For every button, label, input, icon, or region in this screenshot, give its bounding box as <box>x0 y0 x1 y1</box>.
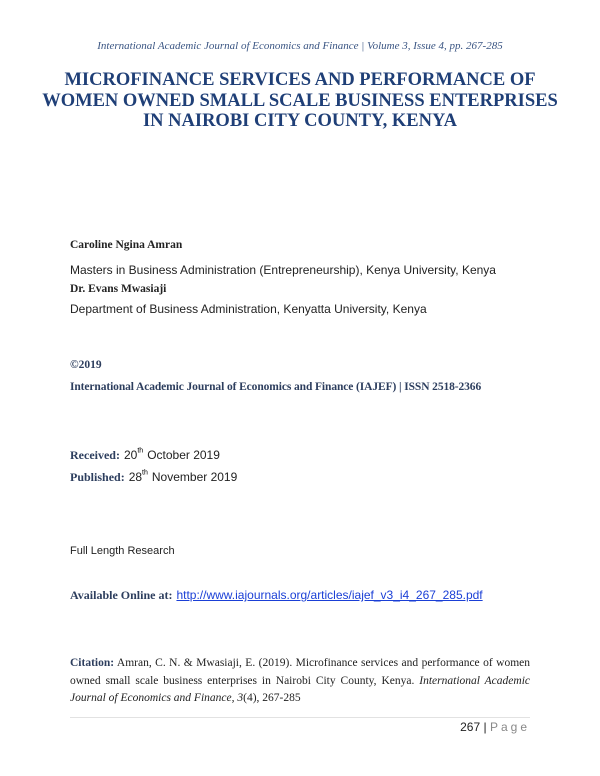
paper-title: MICROFINANCE SERVICES AND PERFORMANCE OF WOMEN OWNED SMALL SCALE BUSINESS ENTERPRISES IN NAIROBI CITY COUNTY, KENYA <box>42 70 558 131</box>
author-affiliation-1: Masters in Business Administration (Entrepreneurship), Kenya University, Kenya <box>70 263 496 277</box>
available-online <box>70 586 483 604</box>
citation <box>70 655 530 708</box>
received-date <box>70 446 220 464</box>
page-label: Page <box>489 720 530 734</box>
citation-label: Citation: <box>70 657 115 669</box>
footer-separator: | <box>483 720 487 734</box>
author-name-1: Caroline Ngina Amran <box>70 239 183 251</box>
citation-journal: International Academic Journal of Economics and Finance, <box>70 674 530 704</box>
running-header: International Academic Journal of Economics and Finance | Volume 3, Issue 4, pp. 267-285 <box>97 40 503 52</box>
citation-issue-pages: (4), 267-285 <box>243 692 301 704</box>
citation-text: Amran, C. N. & Mwasiaji, E. (2019). Microfinance services and performance of women owned small scale business enterprises in Nairobi City County, Kenya. <box>70 657 530 687</box>
published-date <box>70 468 237 486</box>
received-day: 20 <box>123 448 138 462</box>
citation-volume: 3 <box>237 692 244 704</box>
received-label: Received: <box>70 448 120 462</box>
available-label: Available Online at: <box>70 588 173 602</box>
article-url-link[interactable]: http://www.iajournals.org/articles/iajef_v3_i4_267_285.pdf <box>176 588 483 602</box>
published-month-year: November 2019 <box>151 470 238 484</box>
published-day: 28 <box>128 470 143 484</box>
received-month-year: October 2019 <box>147 448 220 462</box>
footer-divider <box>70 717 530 718</box>
author-name-2: Dr. Evans Mwasiaji <box>70 283 167 295</box>
published-label: Published: <box>70 470 125 484</box>
article-type: Full Length Research <box>70 545 175 557</box>
author-affiliation-2: Department of Business Administration, Kenyatta University, Kenya <box>70 302 427 316</box>
page-footer <box>460 720 530 734</box>
published-sup: th <box>142 469 148 477</box>
received-sup: th <box>137 447 144 455</box>
journal-issn: International Academic Journal of Economics and Finance (IAJEF) | ISSN 2518-2366 <box>70 381 482 393</box>
page-number: 267 <box>460 720 481 734</box>
copyright: ©2019 <box>70 359 102 371</box>
